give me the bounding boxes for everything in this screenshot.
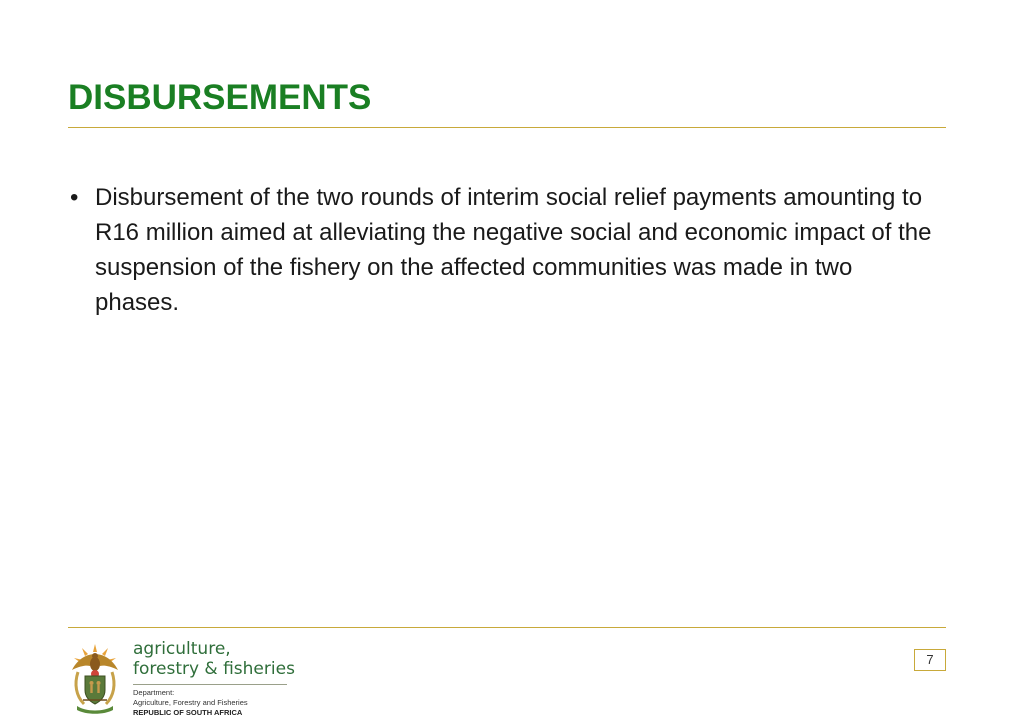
country-name: REPUBLIC OF SOUTH AFRICA (133, 708, 243, 717)
bullet-text: Disbursement of the two rounds of interim social relief payments amounting to R16 million aimed at alleviating the negative social and economic impact of the suspension of the fishery on the affected communities was made in two phases. (95, 184, 932, 316)
logo-divider (133, 684, 287, 685)
department-label: Department: (133, 688, 175, 697)
logo-title-line2: forestry & fisheries (133, 659, 295, 679)
coat-of-arms-icon (68, 638, 122, 714)
bullet-marker: • (70, 184, 79, 211)
bullet-item (68, 180, 938, 320)
logo-text (133, 638, 298, 718)
title-divider (68, 127, 946, 128)
footer-divider (68, 627, 946, 628)
page-number: 7 (914, 649, 946, 671)
department-name: Agriculture, Forestry and Fisheries (133, 698, 248, 707)
logo-title-line1: agriculture, (133, 639, 231, 659)
bullet-list (68, 180, 938, 320)
slide-title: DISBURSEMENTS (68, 78, 372, 117)
department-logo (68, 638, 298, 717)
